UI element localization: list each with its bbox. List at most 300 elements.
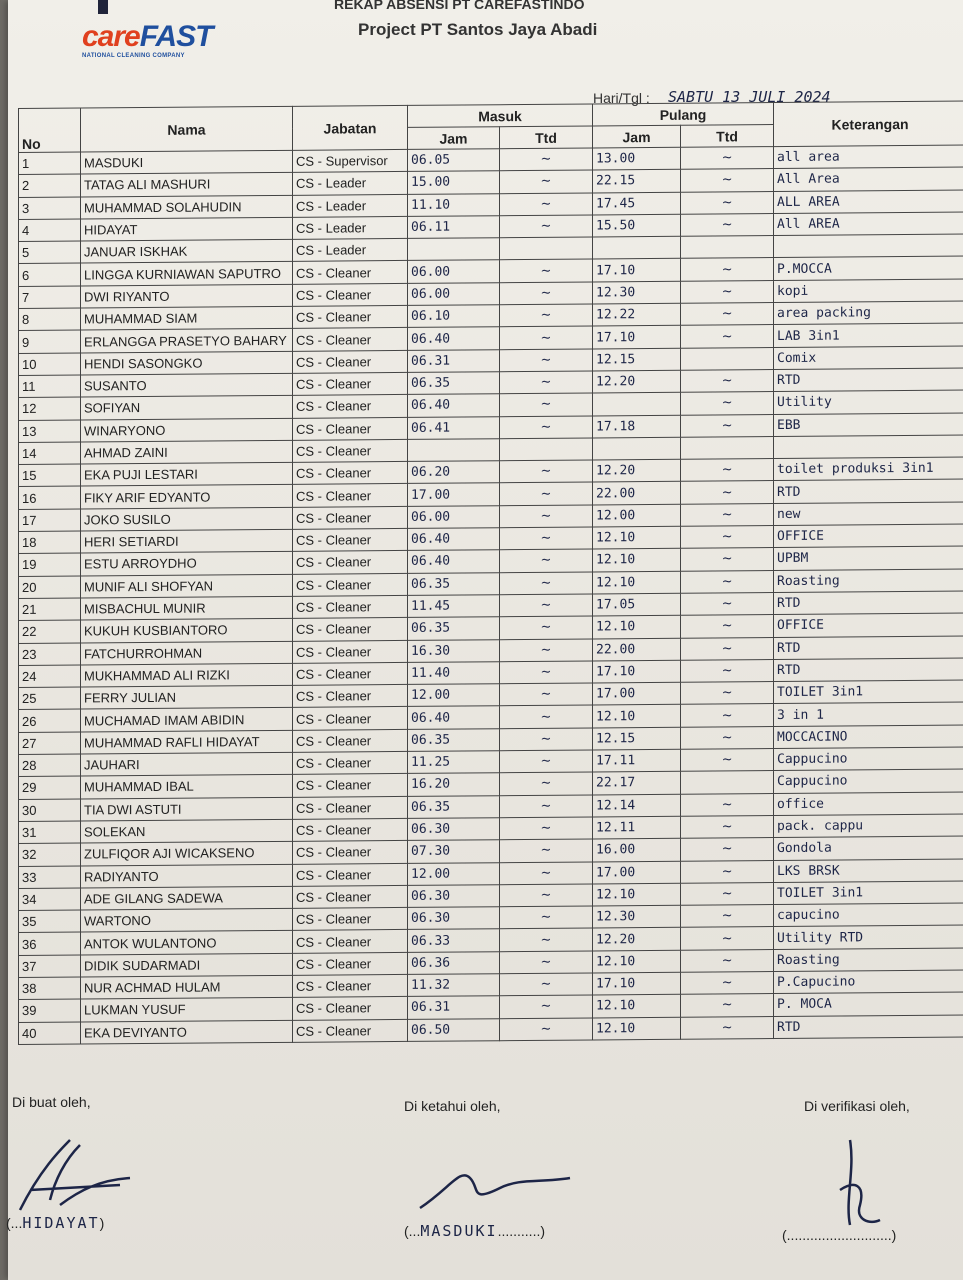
row-nama: HENDI SASONGKO (81, 351, 293, 375)
row-nama: TATAG ALI MASHURI (81, 173, 293, 197)
row-masuk-ttd: ~ (500, 639, 593, 662)
attendance-rows (19, 145, 963, 1044)
row-masuk-jam (408, 238, 500, 261)
row-pulang-ttd: ~ (681, 481, 774, 504)
row-no: 24 (19, 665, 81, 688)
row-pulang-ttd: ~ (681, 169, 774, 192)
col-nama: Nama (81, 106, 293, 152)
row-nama: WINARYONO (81, 418, 293, 442)
row-nama: SUSANTO (81, 373, 293, 397)
row-no: 22 (19, 620, 81, 643)
row-masuk-ttd: ~ (500, 505, 593, 528)
row-no: 29 (19, 776, 81, 799)
row-nama: FERRY JULIAN (81, 685, 293, 709)
row-no: 15 (19, 464, 81, 487)
row-nama: FIKY ARIF EDYANTO (81, 485, 293, 509)
row-masuk-ttd: ~ (500, 661, 593, 684)
row-pulang-jam: 12.10 (593, 883, 681, 906)
row-pulang-ttd: ~ (681, 726, 774, 749)
row-nama: LINGGA KURNIAWAN SAPUTRO (81, 262, 293, 286)
row-masuk-ttd: ~ (500, 772, 593, 795)
row-pulang-jam: 12.10 (593, 549, 681, 572)
row-pulang-ttd: ~ (681, 860, 774, 883)
row-no: 31 (19, 821, 81, 844)
row-pulang-ttd: ~ (681, 147, 774, 170)
row-masuk-ttd (500, 237, 593, 260)
row-no: 27 (19, 732, 81, 755)
row-pulang-ttd: ~ (681, 949, 774, 972)
row-masuk-jam: 06.40 (408, 706, 500, 729)
row-pulang-ttd: ~ (681, 704, 774, 727)
row-keterangan: ALL AREA (774, 190, 963, 214)
row-nama: EKA PUJI LESTARI (81, 463, 293, 487)
row-masuk-ttd: ~ (500, 884, 593, 907)
row-no: 12 (19, 397, 81, 420)
row-keterangan: Cappucino (774, 769, 963, 793)
row-pulang-ttd: ~ (681, 838, 774, 861)
row-pulang-jam: 17.00 (593, 861, 681, 884)
row-keterangan: RTD (774, 658, 963, 682)
row-masuk-jam: 06.36 (408, 951, 500, 974)
row-keterangan: kopi (774, 279, 963, 303)
row-nama: ADE GILANG SADEWA (81, 886, 293, 910)
row-jabatan: CS - Cleaner (293, 439, 408, 462)
row-masuk-ttd: ~ (500, 393, 593, 416)
row-masuk-ttd: ~ (500, 861, 593, 884)
row-masuk-jam: 07.30 (408, 840, 500, 863)
row-no: 18 (19, 531, 81, 554)
row-masuk-jam: 06.30 (408, 818, 500, 841)
row-nama: MUCHAMAD IMAM ABIDIN (81, 708, 293, 732)
row-masuk-ttd: ~ (500, 928, 593, 951)
row-masuk-jam: 06.35 (408, 728, 500, 751)
row-nama: MUHAMMAD IBAL (81, 775, 293, 799)
row-no: 11 (19, 375, 81, 398)
row-keterangan: Cappucino (774, 747, 963, 771)
row-jabatan: CS - Cleaner (293, 774, 408, 797)
row-jabatan: CS - Cleaner (293, 729, 408, 752)
row-masuk-ttd: ~ (500, 594, 593, 617)
row-masuk-jam: 06.00 (408, 282, 500, 305)
project-name: Project PT Santos Jaya Abadi (358, 20, 598, 39)
row-keterangan: Roasting (774, 948, 963, 972)
row-masuk-ttd: ~ (500, 795, 593, 818)
row-nama: MASDUKI (81, 150, 293, 174)
row-keterangan: all area (774, 145, 963, 169)
row-masuk-jam: 11.25 (408, 751, 500, 774)
row-pulang-jam: 17.10 (593, 972, 681, 995)
row-pulang-ttd: ~ (681, 593, 774, 616)
row-keterangan: Roasting (774, 569, 963, 593)
row-nama: LUKMAN YUSUF (81, 998, 293, 1022)
row-no: 25 (19, 687, 81, 710)
row-jabatan: CS - Cleaner (293, 640, 408, 663)
row-jabatan: CS - Cleaner (293, 261, 408, 284)
row-masuk-ttd: ~ (500, 416, 593, 439)
row-pulang-jam: 12.10 (593, 526, 681, 549)
row-keterangan: EBB (774, 413, 963, 437)
row-pulang-ttd: ~ (681, 659, 774, 682)
row-pulang-ttd: ~ (681, 682, 774, 705)
row-no: 21 (19, 598, 81, 621)
attendance-table (18, 101, 963, 1045)
row-pulang-jam: 12.20 (593, 459, 681, 482)
row-jabatan: CS - Cleaner (293, 930, 408, 953)
row-pulang-jam: 12.15 (593, 727, 681, 750)
row-pulang-ttd: ~ (681, 414, 774, 437)
row-pulang-jam: 12.20 (593, 928, 681, 951)
row-masuk-ttd: ~ (500, 817, 593, 840)
row-masuk-ttd: ~ (500, 705, 593, 728)
row-pulang-ttd: ~ (681, 1016, 774, 1039)
row-pulang-ttd: ~ (681, 815, 774, 838)
row-keterangan: P. MOCA (774, 992, 963, 1016)
row-masuk-jam: 06.40 (408, 550, 500, 573)
row-jabatan: CS - Cleaner (293, 484, 408, 507)
row-nama: MUHAMMAD RAFLI HIDAYAT (81, 730, 293, 754)
row-pulang-ttd: ~ (681, 191, 774, 214)
row-keterangan (774, 234, 963, 258)
row-pulang-jam: 12.10 (593, 1017, 681, 1040)
row-keterangan: RTD (774, 591, 963, 615)
row-nama: KUKUH KUSBIANTORO (81, 619, 293, 643)
row-masuk-ttd: ~ (500, 215, 593, 238)
row-pulang-jam: 17.18 (593, 415, 681, 438)
row-no: 32 (19, 843, 81, 866)
row-pulang-jam: 13.00 (593, 147, 681, 170)
row-pulang-ttd (681, 436, 774, 459)
col-pulang: Pulang (593, 103, 774, 126)
row-nama: EKA DEVIYANTO (81, 1020, 293, 1044)
row-masuk-jam: 06.31 (408, 349, 500, 372)
row-no: 13 (19, 420, 81, 443)
row-pulang-ttd: ~ (681, 258, 774, 281)
row-masuk-ttd: ~ (500, 282, 593, 305)
row-pulang-ttd: ~ (681, 882, 774, 905)
row-pulang-jam: 12.22 (593, 303, 681, 326)
row-keterangan: OFFICE (774, 524, 963, 548)
row-pulang-jam: 12.10 (593, 616, 681, 639)
row-pulang-ttd: ~ (681, 972, 774, 995)
row-pulang-ttd (681, 771, 774, 794)
row-jabatan: CS - Cleaner (293, 818, 408, 841)
row-no: 36 (19, 932, 81, 955)
row-pulang-jam: 17.10 (593, 326, 681, 349)
row-masuk-jam: 16.20 (408, 773, 500, 796)
row-nama: DIDIK SUDARMADI (81, 953, 293, 977)
row-pulang-ttd: ~ (681, 503, 774, 526)
row-pulang-jam: 12.11 (593, 816, 681, 839)
row-pulang-jam: 12.30 (593, 905, 681, 928)
row-masuk-ttd: ~ (500, 750, 593, 773)
row-masuk-jam: 06.35 (408, 795, 500, 818)
diketahui-label: Di ketahui oleh, (404, 1098, 501, 1114)
row-jabatan: CS - Cleaner (293, 974, 408, 997)
row-keterangan: P.MOCCA (774, 257, 963, 281)
row-masuk-jam: 06.50 (408, 1018, 500, 1041)
row-pulang-jam: 16.00 (593, 838, 681, 861)
row-masuk-jam: 06.35 (408, 372, 500, 395)
row-nama: TIA DWI ASTUTI (81, 797, 293, 821)
row-jabatan: CS - Cleaner (293, 1019, 408, 1042)
row-jabatan: CS - Cleaner (293, 885, 408, 908)
row-keterangan: toilet produksi 3in1 (774, 457, 963, 481)
row-nama: HIDAYAT (81, 217, 293, 241)
row-nama: JAUHARI (81, 752, 293, 776)
row-no: 23 (19, 643, 81, 666)
row-jabatan: CS - Cleaner (293, 372, 408, 395)
row-masuk-ttd: ~ (500, 906, 593, 929)
row-no: 8 (19, 308, 81, 331)
row-pulang-ttd: ~ (681, 548, 774, 571)
row-no: 19 (19, 553, 81, 576)
row-pulang-jam: 17.10 (593, 660, 681, 683)
row-pulang-ttd (681, 236, 774, 259)
row-pulang-ttd: ~ (681, 392, 774, 415)
row-pulang-jam: 12.10 (593, 705, 681, 728)
row-pulang-jam: 12.10 (593, 995, 681, 1018)
row-nama: FATCHURROHMAN (81, 641, 293, 665)
row-nama: AHMAD ZAINI (81, 440, 293, 464)
row-nama: SOLEKAN (81, 819, 293, 843)
row-pulang-ttd: ~ (681, 325, 774, 348)
row-pulang-ttd: ~ (681, 994, 774, 1017)
row-masuk-ttd: ~ (500, 193, 593, 216)
row-pulang-jam: 17.45 (593, 192, 681, 215)
row-pulang-jam: 22.00 (593, 482, 681, 505)
row-jabatan: CS - Cleaner (293, 618, 408, 641)
row-masuk-jam: 06.35 (408, 572, 500, 595)
row-nama: JANUAR ISKHAK (81, 240, 293, 264)
row-pulang-jam: 17.11 (593, 749, 681, 772)
row-pulang-jam (593, 236, 681, 259)
signature-verifikator (820, 1130, 900, 1240)
row-pulang-jam: 12.30 (593, 281, 681, 304)
row-masuk-jam: 12.00 (408, 684, 500, 707)
sheet-title: REKAP ABSENSI PT CAREFASTINDO (334, 0, 585, 12)
row-masuk-ttd: ~ (500, 1018, 593, 1041)
row-nama: NUR ACHMAD HULAM (81, 975, 293, 999)
logo-care-text: care (82, 20, 140, 53)
row-masuk-ttd: ~ (500, 973, 593, 996)
row-jabatan: CS - Cleaner (293, 462, 408, 485)
date-value: SABTU 13 JULI 2024 (668, 88, 831, 106)
row-masuk-jam: 06.11 (408, 216, 500, 239)
row-masuk-jam: 06.40 (408, 327, 500, 350)
row-keterangan (774, 435, 963, 459)
row-pulang-ttd: ~ (681, 526, 774, 549)
row-keterangan: Utility RTD (774, 925, 963, 949)
row-keterangan: UPBM (774, 546, 963, 570)
col-pulang-ttd: Ttd (681, 125, 774, 148)
row-pulang-ttd: ~ (681, 637, 774, 660)
col-keterangan: Keterangan (774, 101, 963, 147)
row-no: 10 (19, 353, 81, 376)
row-pulang-ttd: ~ (681, 749, 774, 772)
row-keterangan: P.Capucino (774, 970, 963, 994)
row-jabatan: CS - Cleaner (293, 841, 408, 864)
row-jabatan: CS - Cleaner (293, 350, 408, 373)
row-nama: RADIYANTO (81, 864, 293, 888)
row-keterangan: capucino (774, 903, 963, 927)
row-nama: ANTOK WULANTONO (81, 931, 293, 955)
row-nama: MUKHAMMAD ALI RIZKI (81, 663, 293, 687)
row-masuk-ttd: ~ (500, 683, 593, 706)
row-masuk-ttd: ~ (500, 259, 593, 282)
row-no: 26 (19, 709, 81, 732)
row-masuk-jam: 06.35 (408, 617, 500, 640)
row-masuk-ttd: ~ (500, 549, 593, 572)
row-nama: ERLANGGA PRASETYO BAHARY (81, 329, 293, 353)
row-no: 3 (19, 197, 81, 220)
row-jabatan: CS - Cleaner (293, 863, 408, 886)
row-keterangan: Gondola (774, 836, 963, 860)
col-no: No (19, 108, 81, 152)
row-keterangan: All Area (774, 167, 963, 191)
row-keterangan: area packing (774, 301, 963, 325)
row-no: 30 (19, 799, 81, 822)
row-masuk-jam (408, 439, 500, 462)
row-masuk-jam: 12.00 (408, 862, 500, 885)
row-masuk-jam: 06.00 (408, 505, 500, 528)
row-jabatan: CS - Cleaner (293, 306, 408, 329)
row-pulang-jam: 22.00 (593, 638, 681, 661)
row-nama: MUNIF ALI SHOFYAN (81, 574, 293, 598)
row-pulang-ttd: ~ (681, 570, 774, 593)
row-jabatan: CS - Supervisor (293, 149, 408, 172)
col-masuk-jam: Jam (408, 127, 500, 150)
row-jabatan: CS - Cleaner (293, 595, 408, 618)
row-jabatan: CS - Leader (293, 216, 408, 239)
diketahui-name-line: (...MASDUKI...........) (404, 1222, 546, 1240)
row-jabatan: CS - Leader (293, 239, 408, 262)
row-masuk-jam: 15.00 (408, 171, 500, 194)
row-masuk-ttd: ~ (500, 839, 593, 862)
row-pulang-jam: 15.50 (593, 214, 681, 237)
row-masuk-jam: 06.40 (408, 528, 500, 551)
row-no: 35 (19, 910, 81, 933)
row-keterangan: MOCCACINO (774, 725, 963, 749)
row-jabatan: CS - Cleaner (293, 551, 408, 574)
row-no: 2 (19, 174, 81, 197)
row-masuk-ttd: ~ (500, 349, 593, 372)
logo-fast-text: FAST (139, 20, 213, 53)
col-jabatan: Jabatan (293, 105, 408, 150)
row-keterangan: 3 in 1 (774, 702, 963, 726)
row-jabatan: CS - Cleaner (293, 952, 408, 975)
row-jabatan: CS - Cleaner (293, 796, 408, 819)
row-jabatan: CS - Cleaner (293, 506, 408, 529)
row-masuk-ttd: ~ (500, 572, 593, 595)
row-keterangan: pack. cappu (774, 814, 963, 838)
row-pulang-ttd: ~ (681, 280, 774, 303)
row-no: 33 (19, 866, 81, 889)
diverifikasi-label: Di verifikasi oleh, (804, 1098, 910, 1114)
row-jabatan: CS - Cleaner (293, 395, 408, 418)
row-no: 6 (19, 263, 81, 286)
row-jabatan: CS - Cleaner (293, 662, 408, 685)
row-nama: HERI SETIARDI (81, 529, 293, 553)
row-keterangan: TOILET 3in1 (774, 881, 963, 905)
row-pulang-jam: 12.20 (593, 370, 681, 393)
row-pulang-jam: 17.10 (593, 259, 681, 282)
row-no: 20 (19, 576, 81, 599)
row-pulang-jam: 12.10 (593, 571, 681, 594)
signature-hidayat (10, 1130, 150, 1220)
row-masuk-ttd: ~ (500, 170, 593, 193)
row-nama: MUHAMMAD SIAM (81, 306, 293, 330)
row-keterangan: office (774, 792, 963, 816)
row-keterangan: TOILET 3in1 (774, 680, 963, 704)
col-masuk: Masuk (408, 104, 593, 127)
row-jabatan: CS - Cleaner (293, 751, 408, 774)
row-masuk-jam: 06.40 (408, 394, 500, 417)
row-no: 7 (19, 286, 81, 309)
row-masuk-jam: 06.20 (408, 461, 500, 484)
row-nama: DWI RIYANTO (81, 284, 293, 308)
row-no: 40 (19, 1022, 81, 1045)
row-masuk-jam: 06.41 (408, 416, 500, 439)
row-pulang-ttd: ~ (681, 303, 774, 326)
row-masuk-ttd: ~ (500, 148, 593, 171)
row-pulang-ttd: ~ (681, 615, 774, 638)
row-masuk-jam: 11.40 (408, 662, 500, 685)
row-masuk-ttd: ~ (500, 527, 593, 550)
row-pulang-ttd (681, 347, 774, 370)
row-keterangan: RTD (774, 636, 963, 660)
row-no: 37 (19, 955, 81, 978)
row-keterangan: RTD (774, 480, 963, 504)
row-masuk-jam: 17.00 (408, 483, 500, 506)
row-jabatan: CS - Leader (293, 194, 408, 217)
row-nama: SOFIYAN (81, 396, 293, 420)
row-pulang-ttd: ~ (681, 370, 774, 393)
row-pulang-jam: 12.10 (593, 950, 681, 973)
row-masuk-ttd: ~ (500, 728, 593, 751)
row-masuk-ttd: ~ (500, 326, 593, 349)
row-jabatan: CS - Cleaner (293, 908, 408, 931)
signature-masduki (410, 1158, 580, 1218)
row-pulang-jam: 12.15 (593, 348, 681, 371)
row-pulang-jam (593, 393, 681, 416)
row-pulang-jam (593, 437, 681, 460)
row-pulang-jam: 22.15 (593, 170, 681, 193)
row-masuk-jam: 06.00 (408, 260, 500, 283)
row-jabatan: CS - Cleaner (293, 997, 408, 1020)
date-label: Hari/Tgl : (593, 90, 650, 106)
row-jabatan: CS - Leader (293, 172, 408, 195)
row-no: 1 (19, 152, 81, 175)
dibuat-name: HIDAYAT (22, 1214, 100, 1232)
row-keterangan: LAB 3in1 (774, 323, 963, 347)
row-keterangan: OFFICE (774, 613, 963, 637)
row-nama: ZULFIQOR AJI WICAKSENO (81, 842, 293, 866)
row-pulang-jam: 22.17 (593, 772, 681, 795)
row-keterangan: new (774, 502, 963, 526)
row-masuk-jam: 06.31 (408, 996, 500, 1019)
row-pulang-ttd: ~ (681, 927, 774, 950)
row-no: 16 (19, 486, 81, 509)
row-keterangan: RTD (774, 1015, 963, 1039)
dibuat-label: Di buat oleh, (12, 1094, 91, 1110)
row-pulang-jam: 17.05 (593, 593, 681, 616)
row-keterangan: Comix (774, 346, 963, 370)
binder-clip (98, 0, 108, 14)
row-no: 17 (19, 509, 81, 532)
row-masuk-jam: 06.05 (408, 149, 500, 172)
row-masuk-jam: 11.32 (408, 974, 500, 997)
row-no: 14 (19, 442, 81, 465)
